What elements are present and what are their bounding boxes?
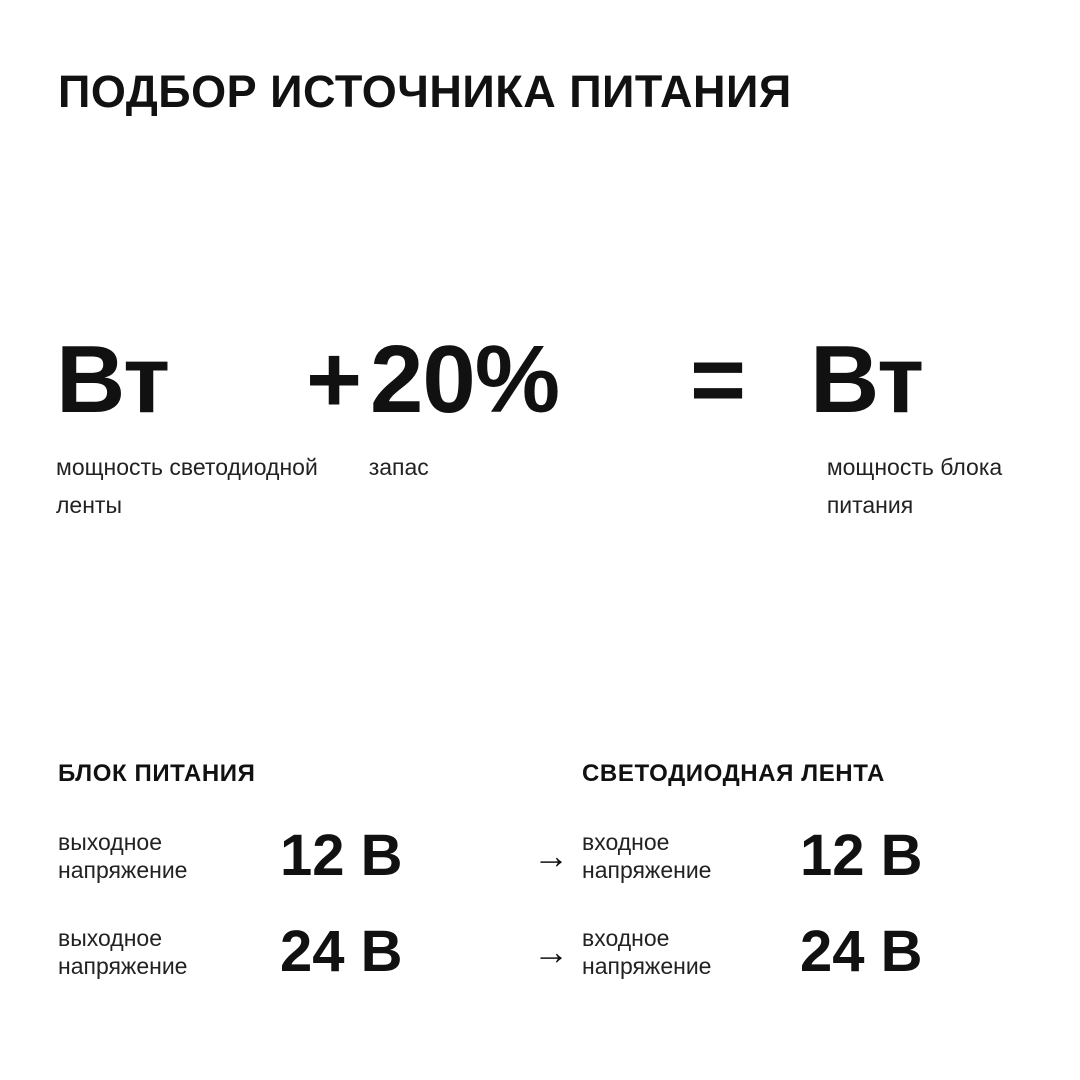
formula-term-watts-strip: Вт [56, 326, 170, 433]
voltage-row-24v [58, 904, 1024, 1000]
voltage-heading-psu: БЛОК ПИТАНИЯ [58, 760, 256, 787]
voltage-row-12v [58, 808, 1024, 904]
voltage-matching-block [58, 760, 1024, 1000]
formula-term-watts-psu: Вт [810, 326, 924, 433]
voltage-value-output-24: 24 В [280, 919, 403, 984]
voltage-value-input-24: 24 В [800, 919, 923, 984]
page-title: ПОДБОР ИСТОЧНИКА ПИТАНИЯ [58, 66, 792, 117]
voltage-value-output-12: 12 В [280, 823, 403, 888]
voltage-value-input-12: 12 В [800, 823, 923, 888]
voltage-heading-strip: СВЕТОДИОДНАЯ ЛЕНТА [582, 760, 885, 787]
arrow-right-icon-24: → [533, 931, 569, 972]
formula-operator-plus: + [306, 326, 363, 433]
voltage-label-output-24: выходное напряжение [58, 925, 188, 979]
formula-row [56, 326, 1026, 433]
voltage-label-input-12: входное напряжение [582, 829, 712, 883]
formula-captions [56, 448, 1026, 524]
formula-operator-equals: = [690, 326, 747, 433]
arrow-right-icon-12: → [533, 835, 569, 876]
formula-caption-psu-power: мощность блока питания [826, 454, 1003, 518]
formula-block [56, 326, 1026, 524]
voltage-headings [58, 760, 1024, 808]
voltage-label-output-12: выходное напряжение [58, 829, 188, 883]
voltage-label-input-24: входное напряжение [582, 925, 712, 979]
formula-caption-strip-power: мощность светодиодной ленты [56, 454, 318, 518]
formula-term-reserve-percent: 20% [370, 326, 560, 433]
formula-caption-reserve: запас [368, 454, 429, 480]
